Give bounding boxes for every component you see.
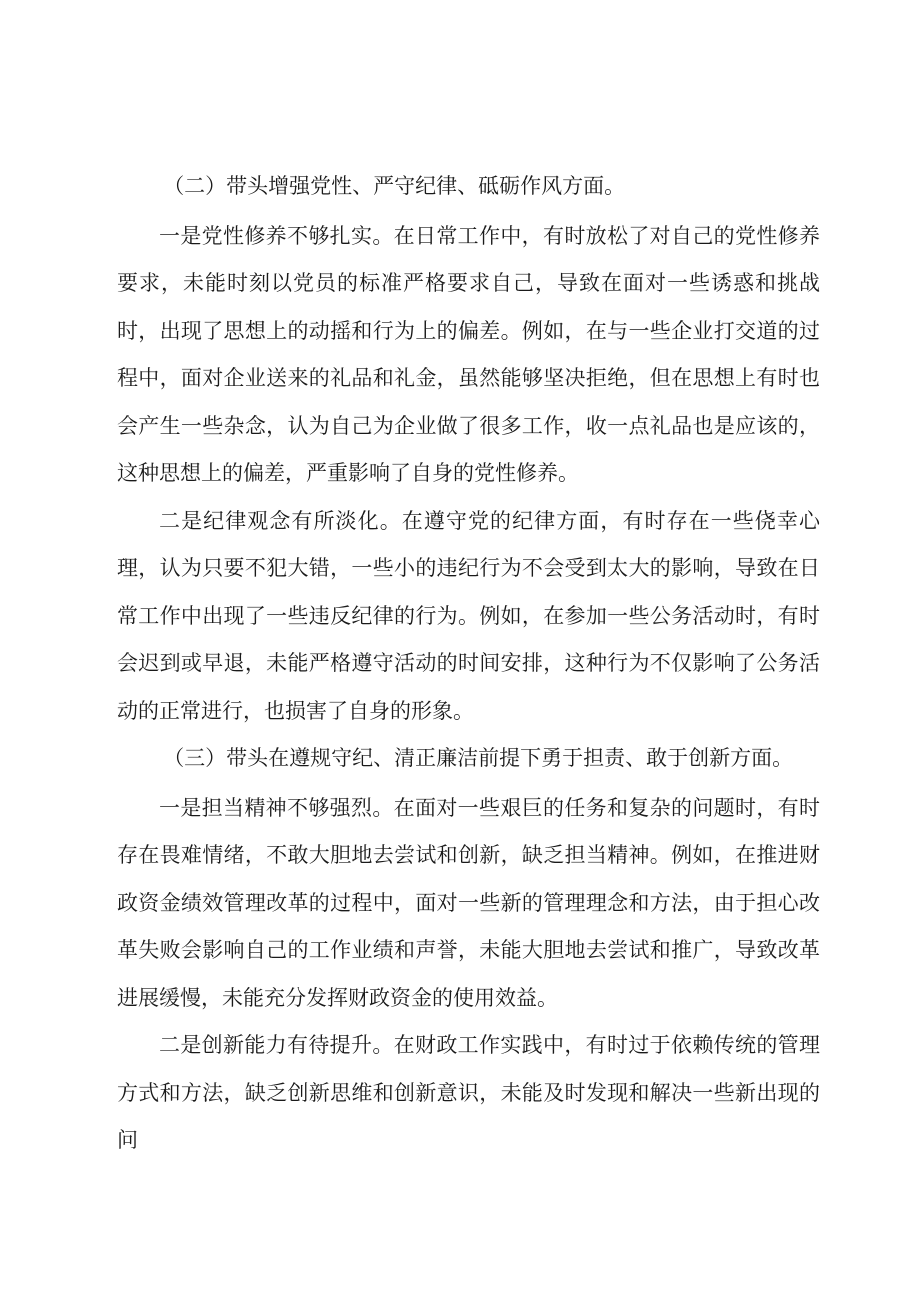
- section-heading-2: （二）带头增强党性、严守纪律、砥砺作风方面。: [163, 174, 626, 198]
- document-body: [117, 163, 820, 1165]
- body-paragraph: 一是担当精神不够强烈。在面对一些艰巨的任务和复杂的问题时，有时存在畏难情绪，不敢大胆地去尝试和创新，缺乏担当精神。例如，在推进财政资金绩效管理改革的过程中，面对一些新的管理理念和方法，由于担心改革失败会影响自己的工作业绩和声誉，未能大胆地去尝试和推广，导致改革进展缓慢，未能充分发挥财政资金的使用效益。: [117, 795, 820, 1010]
- body-paragraph: 二是创新能力有待提升。在财政工作实践中，有时过于依赖传统的管理方式和方法，缺乏创新思维和创新意识，未能及时发现和解决一些新出现的问: [117, 1033, 820, 1152]
- body-paragraph: 一是党性修养不够扎实。在日常工作中，有时放松了对自己的党性修养要求，未能时刻以党员的标准严格要求自己，导致在面对一些诱惑和挑战时，出现了思想上的动摇和行为上的偏差。例如，在与一些企业打交道的过程中，面对企业送来的礼品和礼金，虽然能够坚决拒绝，但在思想上有时也会产生一些杂念，认为自己为企业做了很多工作，收一点礼品也是应该的，这种思想上的偏差，严重影响了自身的党性修养。: [117, 223, 820, 485]
- body-paragraph: 二是纪律观念有所淡化。在遵守党的纪律方面，有时存在一些侥幸心理，认为只要不犯大错，一些小的违纪行为不会受到太大的影响，导致在日常工作中出现了一些违反纪律的行为。例如，在参加一些公务活动时，有时会迟到或早退，未能严格遵守活动的时间安排，这种行为不仅影响了公务活动的正常进行，也损害了自身的形象。: [117, 508, 820, 723]
- section-heading-3: （三）带头在遵规守纪、清正廉洁前提下勇于担责、敢于创新方面。: [163, 746, 794, 770]
